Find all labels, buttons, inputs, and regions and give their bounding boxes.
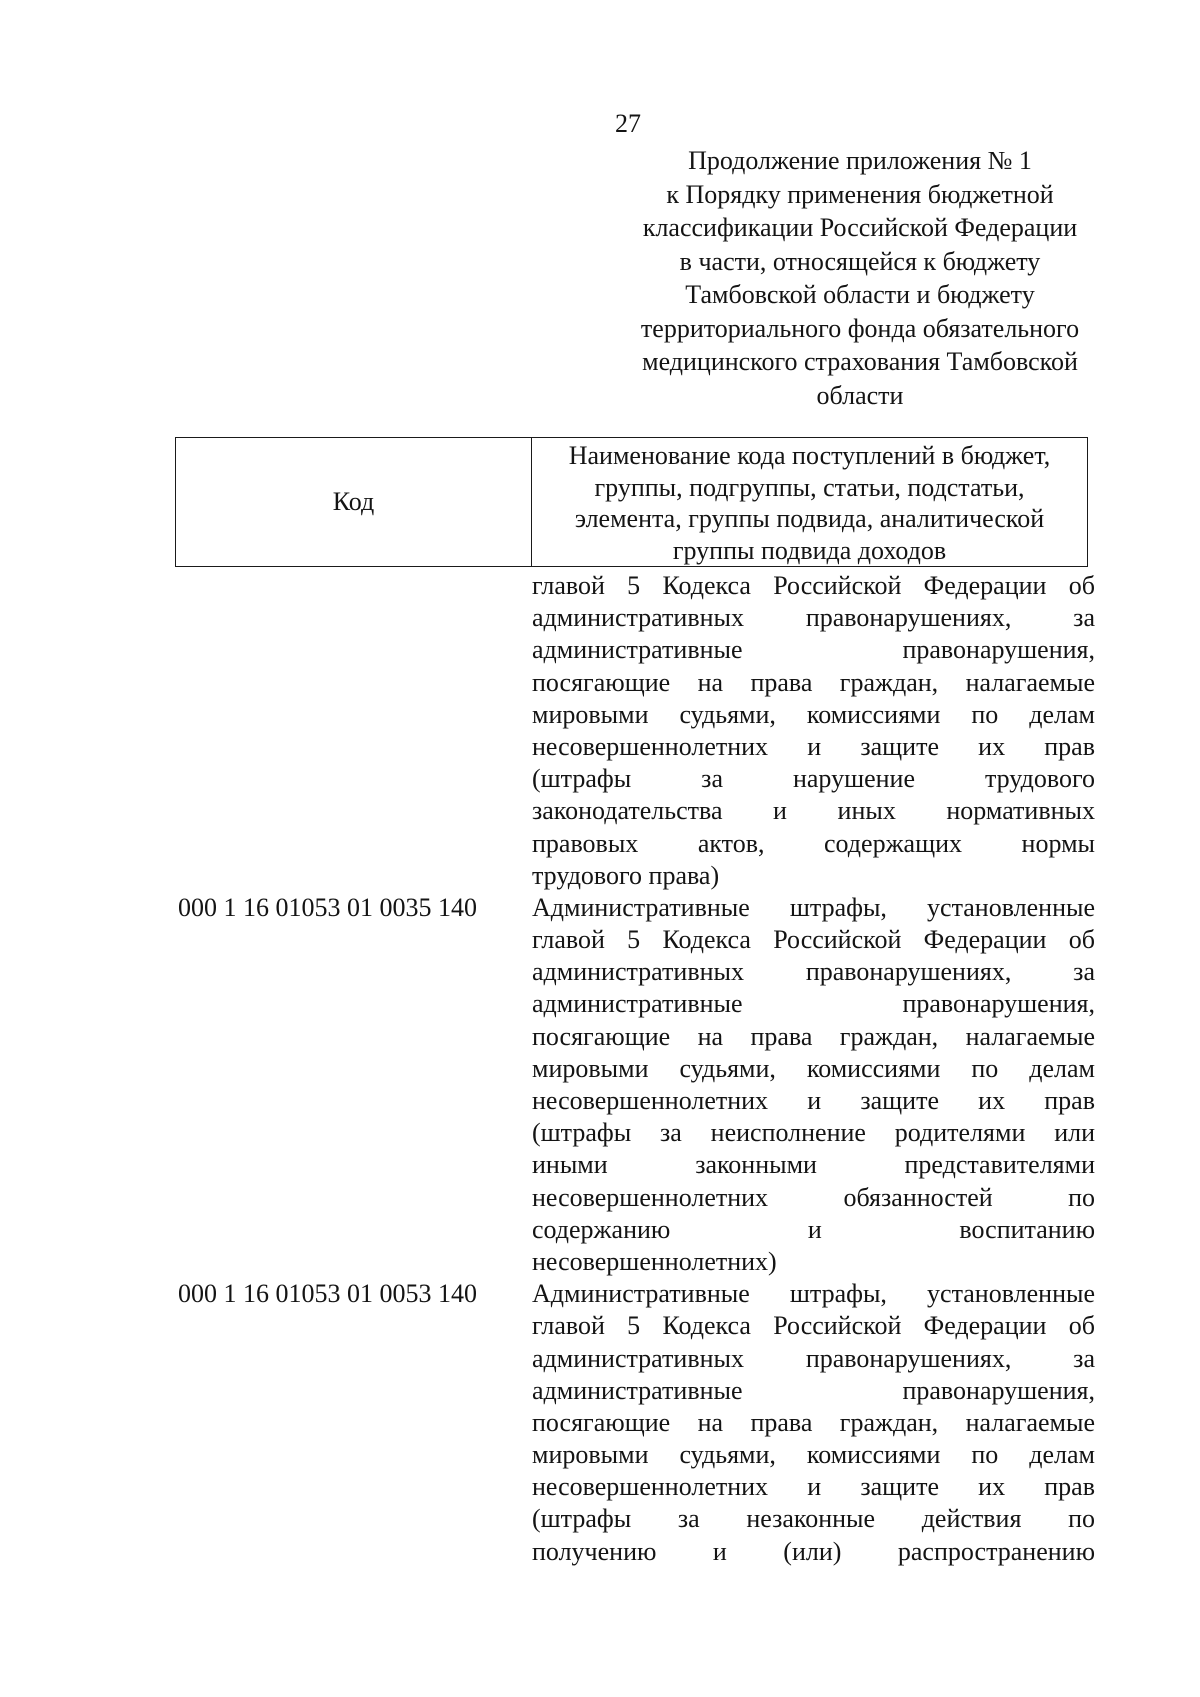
entry-description-line: несовершеннолетних и защите их прав — [532, 731, 1095, 761]
entry-description-line: главой 5 Кодекса Российской Федерации об — [532, 925, 1095, 955]
entry-description-line: главой 5 Кодекса Российской Федерации об — [532, 571, 1095, 600]
entry-description-line: административные правонарушения, — [532, 989, 1095, 1019]
entry-description-line: (штрафы за незаконные действия по — [532, 1504, 1095, 1534]
entry-description-line: несовершеннолетних и защите их прав — [532, 1472, 1095, 1502]
entry-description-line: посягающие на права граждан, налагаемые — [532, 667, 1095, 697]
code-column-header: Код — [176, 438, 532, 567]
appendix-heading — [612, 144, 1108, 412]
classification-entries — [175, 570, 1103, 1568]
entry-description-line: мировыми судьями, комиссиями по делам — [532, 1053, 1095, 1083]
name-column-header-line: группы, подгруппы, статьи, подстатьи, — [594, 472, 1025, 502]
name-column-header-line: элемента, группы подвида, аналитической — [574, 504, 1045, 533]
entry-description-line: административных правонарушениях, за — [532, 603, 1095, 633]
entry-description — [530, 1278, 1095, 1568]
entry-description-line: мировыми судьями, комиссиями по делам — [532, 699, 1095, 729]
entry-code: 000 1 16 01053 01 0053 140 — [178, 1279, 477, 1309]
page-number: 27 — [615, 109, 641, 138]
entry-description-line: мировыми судьями, комиссиями по делам — [532, 1440, 1095, 1470]
entry-description-line: несовершеннолетних обязанностей по — [532, 1182, 1095, 1212]
appendix-heading-line: к Порядку применения бюджетной — [666, 179, 1054, 209]
entry-description-line: трудового права) — [532, 860, 720, 890]
entry-description-line: Административные штрафы, установленные — [532, 1279, 1095, 1309]
appendix-heading-line: территориального фонда обязательного — [640, 313, 1080, 343]
entry-description-line: административных правонарушениях, за — [532, 1343, 1095, 1373]
appendix-heading-line: Продолжение приложения № 1 — [688, 146, 1032, 175]
classification-table-header — [175, 437, 1088, 567]
appendix-heading-line: медицинского страхования Тамбовской — [642, 347, 1078, 376]
entry-description-line: (штрафы за нарушение трудового — [532, 764, 1095, 794]
appendix-heading-line: классификации Российской Федерации — [642, 213, 1078, 242]
entry-description-line: посягающие на права граждан, налагаемые — [532, 1021, 1095, 1051]
entry-description — [530, 570, 1095, 892]
entry-description-line: несовершеннолетних) — [532, 1246, 777, 1276]
entry-description-line: административные правонарушения, — [532, 635, 1095, 665]
entry-description-line: получению и (или) распространению — [532, 1536, 1095, 1566]
entry-description-line: законодательства и иных нормативных — [532, 796, 1095, 826]
name-column-header — [532, 438, 1088, 567]
appendix-heading-line: Тамбовской области и бюджету — [685, 280, 1035, 309]
entry-description-line: правовых актов, содержащих нормы — [532, 828, 1095, 858]
entry-description-line: Административные штрафы, установленные — [532, 892, 1095, 922]
appendix-heading-line: области — [816, 380, 904, 410]
entry-description-line: административных правонарушениях, за — [532, 957, 1095, 987]
entry-description-line: несовершеннолетних и защите их прав — [532, 1086, 1095, 1115]
entry-description-line: иными законными представителями — [532, 1150, 1095, 1180]
entry-description — [530, 892, 1095, 1278]
appendix-heading-line: в части, относящейся к бюджету — [679, 246, 1041, 276]
name-column-header-line: Наименование кода поступлений в бюджет, — [568, 441, 1051, 470]
name-column-header-line: группы подвида доходов — [672, 535, 947, 565]
entry-description-line: содержанию и воспитанию — [532, 1214, 1095, 1244]
entry-description-line: посягающие на права граждан, налагаемые — [532, 1407, 1095, 1437]
entry-description-line: административные правонарушения, — [532, 1375, 1095, 1405]
table-row — [175, 570, 1103, 892]
table-row — [175, 892, 1103, 1278]
table-row — [175, 1278, 1103, 1568]
entry-code: 000 1 16 01053 01 0035 140 — [178, 892, 477, 922]
entry-description-line: (штрафы за неисполнение родителями или — [532, 1118, 1095, 1148]
entry-description-line: главой 5 Кодекса Российской Федерации об — [532, 1311, 1095, 1341]
